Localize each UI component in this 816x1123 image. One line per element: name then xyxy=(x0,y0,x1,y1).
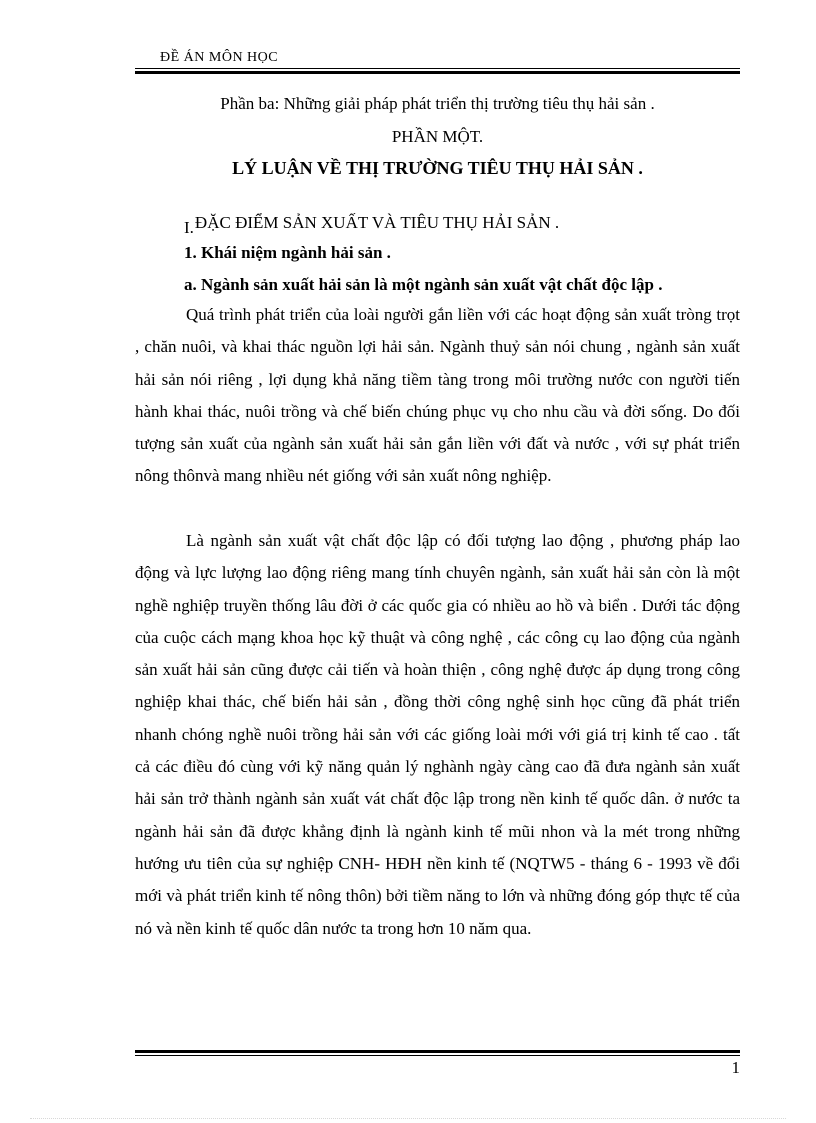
footer-rule-thin xyxy=(135,1055,740,1056)
page-edge-divider xyxy=(30,1118,786,1119)
page-number: 1 xyxy=(731,1058,740,1077)
footer-rule-thick xyxy=(135,1050,740,1053)
subsection-heading: 1. Khái niệm ngành hải sản . xyxy=(184,243,391,262)
intro-line: Phần ba: Những giải pháp phát triển thị trường tiêu thụ hải sản . xyxy=(220,94,655,113)
header-rule-thin xyxy=(135,68,740,69)
chapter-title: LÝ LUẬN VỀ THỊ TRƯỜNG TIÊU THỤ HẢI SẢN . xyxy=(232,158,643,178)
part-title: PHẦN MỘT. xyxy=(391,127,484,146)
paragraph-2-text: Là ngành sản xuất vật chất độc lập có đối tượng lao động , phương pháp lao động và lực lượng lao động riêng mang tính chuyên ngành, sản xuất hải sản còn là một nghề nghiệp truyền thống lâu đời ở các quốc gia có nhiều ao hồ và biển . Dưới tác động của cuộc cách mạng khoa học kỹ thuật và công nghệ , các công cụ lao động của ngành sản xuất hải sản cũng được cải tiến và hoàn thiện , công nghệ được áp dụng trong công nghiệp khai thác, chế biến hải sản , đồng thời công nghệ sinh học cũng đã phát triển nhanh chóng nghề nuôi trồng hải sản với các giống loài mới với giá trị kinh tế cao . tất cả các điều đó cùng với kỹ năng quản lý nghành ngày càng cao đã đưa ngành sản xuất hải sản trở thành ngành sản xuất vát chất độc lập trong nền kinh tế quốc dân. ở nước ta ngành hải sản đã được khẳng định là ngành kinh tế mũi nhon và la mét trong những hướng ưu tiên của sự nghiệp CNH- HĐH nền kinh tế (NQTW5 - tháng 6 - 1993 về đổi mới và phát triển kinh tế nông thôn) bởi tiềm năng to lớn và những đóng góp thực tế của nó và nền kinh tế quốc dân nước ta trong hơn 10 năm qua. xyxy=(135,531,740,938)
section-title: ĐẶC ĐIỂM SẢN XUẤT VÀ TIÊU THỤ HẢI SẢN . xyxy=(194,213,560,232)
header-title: ĐỀ ÁN MÔN HỌC xyxy=(160,50,279,65)
paragraph-1 xyxy=(135,299,740,493)
paragraph-1-text: Quá trình phát triển của loài người gắn liền với các hoạt động sản xuất tròng trọt , chăn nuôi, và khai thác nguồn lợi hải sản. Ngành thuỷ sản nói chung , ngành sản xuất hải sản nói riêng , lợi dụng khả năng tiềm tàng trong môi trường nước con người tiến hành khai thác, nuôi trồng và chế biến chúng phục vụ cho nhu cầu và đời sống. Do đối tượng sản xuất của ngành sản xuất hải sản gắn liền với đất và nước , với sự phát triển nông thônvà mang nhiều nét giống với sản xuất nông nghiệp. xyxy=(135,305,740,486)
paragraph-2 xyxy=(135,525,740,945)
section-heading xyxy=(184,213,560,237)
header-rule-thick xyxy=(135,71,740,74)
subsection-a-heading: a. Ngành sản xuất hải sản là một ngành sản xuất vật chất độc lập . xyxy=(184,275,663,294)
section-number: I. xyxy=(184,218,194,237)
